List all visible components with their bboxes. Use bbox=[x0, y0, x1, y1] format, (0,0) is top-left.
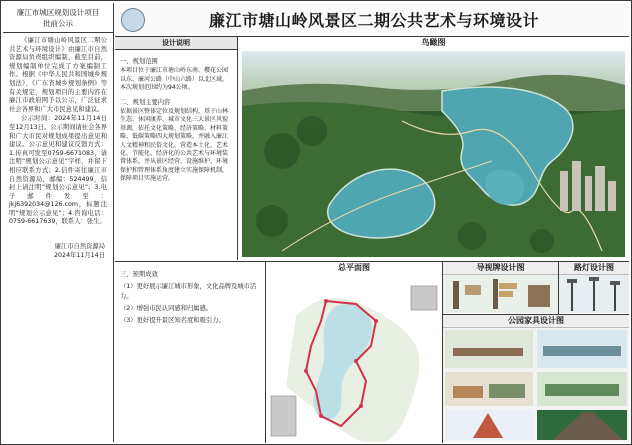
content-text: 依据景区整体定位及规划结构，基于山林生态、休闲康养、城市文化三大景区风貌基调，依托文化策略、经济策略、材料策略、低碳策略四大规划策略，并融入廉江人文精神和民俗文化，营造本土化、艺术化、节能化、经济化的公共艺术与环境装置体系，并从景区经营、设施维护、环境保护和管理体系角度建立实施保障机制，保障项目实施运营。 bbox=[120, 108, 229, 183]
master-plan-heading: 总平面图 bbox=[266, 262, 442, 274]
signage-panel bbox=[443, 261, 559, 314]
notice-title-line1: 廉江市城区规划设计项目 bbox=[16, 8, 100, 17]
notice-title-line2: 批前公示 bbox=[43, 19, 73, 28]
notice-date: 2024年11月14日 bbox=[54, 252, 105, 260]
notice-body bbox=[3, 33, 113, 232]
scope-text: 本项目位于廉江市塘山岭东南、樱花公园以东、廉河公路（中山六路）以北区域，本次规划范围约为94公顷。 bbox=[120, 67, 229, 92]
result-item: （2）增强市民认同感和归属感。 bbox=[120, 305, 213, 312]
signage-sketch bbox=[443, 275, 558, 313]
design-description bbox=[115, 37, 238, 260]
notice-title bbox=[3, 3, 113, 33]
street-lamp-panel bbox=[559, 261, 629, 314]
content-title: 二、规划主要内容 bbox=[120, 98, 171, 106]
result-item: （1）更好展示廉江城市形象，文化品牌及城市活力。 bbox=[120, 283, 257, 300]
result-item: （3）更好提升景区知名度和吸引力。 bbox=[120, 317, 225, 324]
scope-title: 一、规划范围 bbox=[120, 58, 158, 65]
master-plan-panel bbox=[266, 261, 443, 443]
expected-results-body bbox=[115, 262, 265, 336]
design-description-heading: 设计说明 bbox=[115, 37, 237, 50]
notice-paragraph-2: 公示时间：2024年11月14日至12月13日。公示期间请社会各界和广大市民对规划成果提出意见和建议。公示意见和建议反馈方式：1.传真可发至0759-6671083，请注明“规划公示意见”字样，并留下相应联系方式；2.信件寄往廉江市自然资源局，邮编：524499，信封上请注明“规划公示意见”；3.电子邮件发至：jkj6392034@126.com，标题注明“规划公示意见”；4.咨询电话：0759-6617639，联系人：张生。 bbox=[9, 115, 107, 226]
notice-signature bbox=[3, 242, 113, 260]
results-title: 三、预期成效 bbox=[120, 271, 158, 278]
notice-paragraph-1: 《廉江市塘山岭风景区二期公共艺术与环境设计》由廉江市自然资源局负责组织编制，截至目前，规划编制单位完成了方案编制工作。根据《中华人民共和国城乡规划法》、《广东省城乡规划条例》等有关规定，规划项目的主要内容在廉江市政府网予以公示，广泛征求社会各界和广大市民意见和建议。 bbox=[9, 37, 107, 113]
aerial-illustration bbox=[242, 51, 625, 257]
park-furniture-heading: 公园家具设计图 bbox=[443, 315, 629, 328]
design-description-body bbox=[115, 50, 237, 186]
aerial-view-image bbox=[242, 51, 625, 257]
aerial-view-panel bbox=[238, 37, 629, 260]
expected-results bbox=[115, 261, 266, 443]
page-title: 廉江市塘山岭风景区二期公共艺术与环境设计 bbox=[208, 11, 539, 30]
park-furniture-panel bbox=[443, 314, 629, 443]
street-lamp-sketch bbox=[559, 275, 629, 313]
notice-column bbox=[3, 3, 114, 442]
notice-org: 廉江市自然资源局 bbox=[54, 243, 105, 251]
aerial-view-heading: 鸟瞰图 bbox=[238, 37, 629, 49]
master-plan-map bbox=[266, 276, 442, 442]
emblem-icon bbox=[121, 8, 145, 32]
street-lamp-heading: 路灯设计图 bbox=[559, 262, 629, 275]
board-header bbox=[115, 3, 629, 37]
park-furniture-sketch bbox=[443, 328, 629, 442]
signage-heading: 导视牌设计图 bbox=[443, 262, 558, 275]
